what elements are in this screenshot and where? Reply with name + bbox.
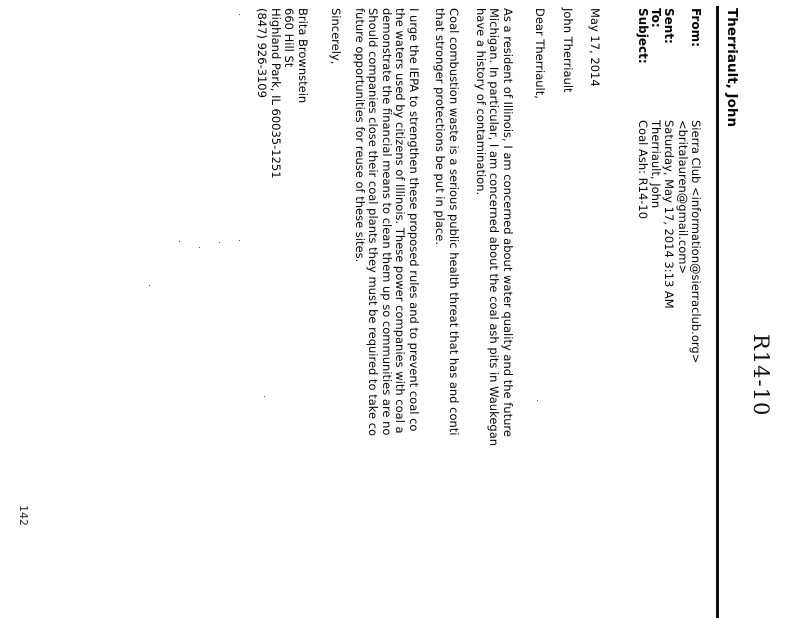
subject-label: Subject: <box>636 8 650 64</box>
paragraph-2-line: that stronger protections be put in place. <box>433 8 448 245</box>
paragraph-3-line: demonstrate the financial means to clean them up so communities are no <box>380 8 394 436</box>
scan-speck <box>149 285 150 286</box>
scan-speck <box>199 247 200 248</box>
scan-speck <box>219 242 220 243</box>
paragraph-3 <box>354 8 422 436</box>
header-rule <box>716 6 719 618</box>
scan-speck <box>264 396 265 397</box>
paragraph-3-line: the waters used by citizens of Illinois. These power companies with coal a <box>393 8 408 434</box>
signature-line: 660 Hill St <box>282 8 297 68</box>
scan-speck <box>239 240 240 241</box>
sent-label: Sent: <box>662 8 676 44</box>
from-label: From: <box>689 8 703 47</box>
letter-recipient: John Therriault <box>561 8 575 93</box>
paragraph-3-line: Should companies close their coal plants they must be required to take co <box>366 8 381 437</box>
from-value: Sierra Club <information@sierraclub.org> <box>689 120 703 364</box>
paragraph-1-line: have a history of contamination. <box>474 8 488 196</box>
signature-line: Highland Park, IL 60035-1251 <box>269 8 283 179</box>
signature-line: (847) 926-3109 <box>255 8 270 98</box>
sent-value: Saturday, May 17, 2014 3:13 AM <box>662 120 676 309</box>
subject-value: Coal Ash: R14-10 <box>636 120 650 220</box>
paragraph-1-line: Michigan. In particular, I am concerned about the coal ash pits in Waukegan <box>487 8 502 447</box>
paragraph-3-line: I urge the IEPA to strengthen these proposed rules and to prevent coal co <box>407 8 421 432</box>
signature-line: Brita Brownstein <box>296 8 310 104</box>
scan-speck <box>239 14 240 15</box>
letter-date: May 17, 2014 <box>588 8 602 87</box>
page-number: 142 <box>17 505 30 526</box>
paragraph-1-line: As a resident of Illinois, I am concerned about water quality and the future <box>501 8 515 437</box>
scan-speck <box>537 400 538 401</box>
scan-speck <box>179 241 180 242</box>
letter-closing: Sincerely, <box>329 8 343 65</box>
signature-block <box>256 8 310 179</box>
letter-salutation: Dear Therriault, <box>533 8 547 99</box>
paragraph-2-line: Coal combustion waste is a serious public health threat that has and conti <box>447 8 461 436</box>
docket-code: R14-10 <box>749 334 773 417</box>
paragraph-2 <box>434 8 461 436</box>
to-label: To: <box>649 8 663 28</box>
paragraph-3-line: future opportunities for reuse of these sites. <box>353 8 367 263</box>
paragraph-1 <box>475 8 516 446</box>
sender-name-heading: Therriault, John <box>724 8 740 128</box>
to-value: Therriault, John <box>649 120 663 209</box>
from-email-value: <britalauren@gmail.com> <box>676 120 690 275</box>
